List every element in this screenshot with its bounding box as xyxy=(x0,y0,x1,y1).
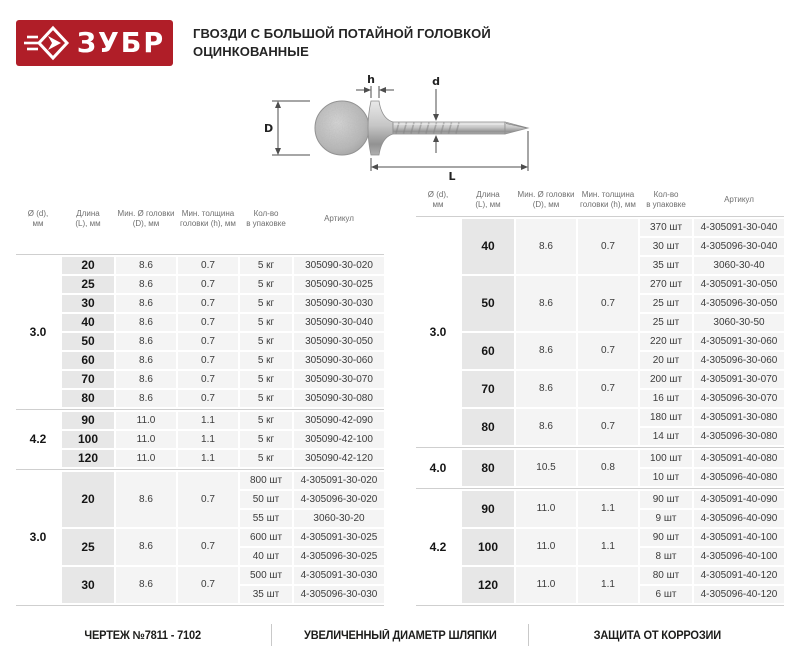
head-diameter-cell: 8.6 xyxy=(116,276,176,293)
head-thickness-cell: 0.7 xyxy=(578,333,638,369)
sku-cell: 4-305096-30-025 xyxy=(294,548,384,565)
head-diameter-cell: 8.6 xyxy=(116,333,176,350)
table-row xyxy=(16,257,384,274)
sku-cell: 305090-42-120 xyxy=(294,450,384,467)
table-row xyxy=(16,412,384,429)
dimension-d xyxy=(432,75,440,153)
spec-table-right xyxy=(414,186,786,608)
diameter-cell: 3.0 xyxy=(29,530,47,545)
table-row xyxy=(16,450,384,467)
sku-cell: 4-305091-30-040 xyxy=(694,219,784,236)
sku-cell: 4-305096-30-030 xyxy=(294,586,384,603)
table-row xyxy=(416,491,784,508)
sku-cell: 305090-30-070 xyxy=(294,371,384,388)
head-thickness-cell: 0.7 xyxy=(178,529,238,565)
sku-cell: 3060-30-40 xyxy=(694,257,784,274)
sku-cell: 4-305096-30-050 xyxy=(694,295,784,312)
column-header: Кол-во в упаковке xyxy=(246,209,286,229)
sku-cell: 305090-30-030 xyxy=(294,295,384,312)
sku-cell: 305090-30-060 xyxy=(294,352,384,369)
sku-cell: 4-305091-30-030 xyxy=(294,567,384,584)
head-thickness-cell: 0.7 xyxy=(178,314,238,331)
table-row xyxy=(416,371,784,388)
length-cell: 80 xyxy=(62,390,114,407)
separator-line xyxy=(16,469,384,470)
separator-line xyxy=(416,447,784,448)
table-row xyxy=(416,529,784,546)
sku-cell: 4-305091-30-060 xyxy=(694,333,784,350)
spec-table-left xyxy=(14,186,386,608)
head-diameter-cell: 8.6 xyxy=(516,409,576,445)
sku-cell: 3060-30-50 xyxy=(694,314,784,331)
sku-cell: 305090-30-020 xyxy=(294,257,384,274)
diameter-cell: 3.0 xyxy=(429,324,447,339)
table-row xyxy=(416,567,784,584)
table-row xyxy=(16,333,384,350)
head-thickness-cell: 0.7 xyxy=(578,371,638,407)
qty-cell: 8 шт xyxy=(640,548,692,565)
column-header: Кол-во в упаковке xyxy=(646,190,686,210)
length-cell: 40 xyxy=(62,314,114,331)
qty-cell: 25 шт xyxy=(640,314,692,331)
table-row xyxy=(16,390,384,407)
head-diameter-cell: 10.5 xyxy=(516,450,576,486)
nail-side-view xyxy=(368,101,528,155)
separator-line xyxy=(16,409,384,410)
qty-cell: 5 кг xyxy=(240,276,292,293)
column-header: Мин. толщина головки (h), мм xyxy=(580,190,636,210)
length-cell: 20 xyxy=(62,257,114,274)
length-cell: 30 xyxy=(62,295,114,312)
table-row xyxy=(16,529,384,546)
column-header: Длина (L), мм xyxy=(75,209,101,229)
table-row xyxy=(16,567,384,584)
length-cell: 25 xyxy=(62,276,114,293)
sku-cell: 4-305091-30-070 xyxy=(694,371,784,388)
head-diameter-cell: 11.0 xyxy=(116,450,176,467)
length-cell: 100 xyxy=(462,529,514,565)
head-diameter-cell: 11.0 xyxy=(516,529,576,565)
column-header: Ø (d), мм xyxy=(27,209,49,229)
head-thickness-cell: 1.1 xyxy=(178,431,238,448)
head-thickness-cell: 0.7 xyxy=(178,295,238,312)
table-row xyxy=(416,276,784,293)
diameter-cell: 4.2 xyxy=(29,432,47,447)
dimension-D xyxy=(264,101,310,155)
qty-cell: 220 шт xyxy=(640,333,692,350)
table-row xyxy=(416,333,784,350)
column-header: Ø (d), мм xyxy=(427,190,449,210)
sku-cell: 305090-30-040 xyxy=(294,314,384,331)
qty-cell: 5 кг xyxy=(240,352,292,369)
qty-cell: 20 шт xyxy=(640,352,692,369)
head-thickness-cell: 0.7 xyxy=(178,371,238,388)
head-diameter-cell: 8.6 xyxy=(116,314,176,331)
head-diameter-cell: 8.6 xyxy=(116,371,176,388)
head-diameter-cell: 11.0 xyxy=(116,412,176,429)
sku-cell: 305090-30-050 xyxy=(294,333,384,350)
sku-cell: 4-305091-40-120 xyxy=(694,567,784,584)
head-thickness-cell: 0.7 xyxy=(178,567,238,603)
head-diameter-cell: 8.6 xyxy=(116,352,176,369)
qty-cell: 55 шт xyxy=(240,510,292,527)
qty-cell: 10 шт xyxy=(640,469,692,486)
dim-label-h: h xyxy=(367,73,375,86)
head-thickness-cell: 1.1 xyxy=(578,491,638,527)
sku-cell: 4-305091-40-080 xyxy=(694,450,784,467)
head-thickness-cell: 0.7 xyxy=(178,472,238,527)
table-row xyxy=(16,431,384,448)
head-diameter-cell: 8.6 xyxy=(116,472,176,527)
sku-cell: 4-305091-30-025 xyxy=(294,529,384,546)
table-row xyxy=(16,371,384,388)
head-thickness-cell: 0.7 xyxy=(578,276,638,331)
head-thickness-cell: 1.1 xyxy=(578,529,638,565)
sku-cell: 305090-30-025 xyxy=(294,276,384,293)
zubr-logo xyxy=(16,20,173,66)
qty-cell: 600 шт xyxy=(240,529,292,546)
head-thickness-cell: 1.1 xyxy=(178,450,238,467)
length-cell: 90 xyxy=(462,491,514,527)
qty-cell: 5 кг xyxy=(240,450,292,467)
head-diameter-cell: 11.0 xyxy=(516,567,576,603)
footer-item-drawing-number: ЧЕРТЕЖ №7811 - 7102 xyxy=(84,629,201,642)
header-row xyxy=(416,188,784,214)
column-header: Мин. толщина головки (h), мм xyxy=(180,209,236,229)
length-cell: 60 xyxy=(462,333,514,369)
column-header: Длина (L), мм xyxy=(475,190,501,210)
qty-cell: 180 шт xyxy=(640,409,692,426)
sku-cell: 4-305091-40-090 xyxy=(694,491,784,508)
head-diameter-cell: 8.6 xyxy=(116,295,176,312)
zubr-arrow-icon xyxy=(24,25,70,61)
qty-cell: 35 шт xyxy=(640,257,692,274)
head-diameter-cell: 8.6 xyxy=(116,529,176,565)
head-thickness-cell: 0.7 xyxy=(578,409,638,445)
length-cell: 40 xyxy=(462,219,514,274)
length-cell: 80 xyxy=(462,450,514,486)
qty-cell: 100 шт xyxy=(640,450,692,467)
qty-cell: 25 шт xyxy=(640,295,692,312)
qty-cell: 16 шт xyxy=(640,390,692,407)
qty-cell: 40 шт xyxy=(240,548,292,565)
head-thickness-cell: 0.7 xyxy=(178,333,238,350)
footer-item-enlarged-head: УВЕЛИЧЕННЫЙ ДИАМЕТР ШЛЯПКИ xyxy=(271,624,529,646)
page-title xyxy=(193,20,491,61)
title-line-2: ОЦИНКОВАННЫЕ xyxy=(193,44,309,59)
qty-cell: 5 кг xyxy=(240,390,292,407)
qty-cell: 270 шт xyxy=(640,276,692,293)
qty-cell: 6 шт xyxy=(640,586,692,603)
length-cell: 25 xyxy=(62,529,114,565)
separator-line xyxy=(416,605,784,606)
column-header: Мин. Ø головки (D), мм xyxy=(117,209,175,229)
table-row xyxy=(16,276,384,293)
page-header xyxy=(0,0,800,66)
sku-cell: 4-305096-30-040 xyxy=(694,238,784,255)
separator-line xyxy=(16,254,384,255)
dim-label-d: d xyxy=(432,75,440,88)
sku-cell: 4-305096-40-090 xyxy=(694,510,784,527)
qty-cell: 50 шт xyxy=(240,491,292,508)
head-diameter-cell: 8.6 xyxy=(116,257,176,274)
footer xyxy=(14,624,786,646)
table-row xyxy=(16,472,384,489)
head-thickness-cell: 1.1 xyxy=(578,567,638,603)
qty-cell: 200 шт xyxy=(640,371,692,388)
sku-cell: 305090-30-080 xyxy=(294,390,384,407)
head-diameter-cell: 8.6 xyxy=(516,333,576,369)
sku-cell: 4-305091-40-100 xyxy=(694,529,784,546)
sku-cell: 305090-42-090 xyxy=(294,412,384,429)
head-diameter-cell: 11.0 xyxy=(516,491,576,527)
brand-name: ЗУБР xyxy=(76,27,166,59)
head-thickness-cell: 0.7 xyxy=(178,390,238,407)
footer-item-corrosion-protection: ЗАЩИТА ОТ КОРРОЗИИ xyxy=(528,624,786,646)
dim-label-L: L xyxy=(448,170,456,183)
qty-cell: 14 шт xyxy=(640,428,692,445)
sku-cell: 4-305096-30-060 xyxy=(694,352,784,369)
table-row xyxy=(416,219,784,236)
head-thickness-cell: 0.7 xyxy=(178,276,238,293)
column-header: Мин. Ø головки (D), мм xyxy=(517,190,575,210)
sku-cell: 4-305096-30-020 xyxy=(294,491,384,508)
dimension-L xyxy=(371,131,528,183)
length-cell: 50 xyxy=(62,333,114,350)
qty-cell: 5 кг xyxy=(240,295,292,312)
dim-label-D: D xyxy=(264,122,274,135)
sku-cell: 4-305096-40-080 xyxy=(694,469,784,486)
header-row xyxy=(16,188,384,252)
length-cell: 70 xyxy=(62,371,114,388)
qty-cell: 80 шт xyxy=(640,567,692,584)
sku-cell: 4-305091-30-020 xyxy=(294,472,384,489)
length-cell: 60 xyxy=(62,352,114,369)
sku-cell: 4-305091-30-050 xyxy=(694,276,784,293)
length-cell: 50 xyxy=(462,276,514,331)
qty-cell: 5 кг xyxy=(240,412,292,429)
head-diameter-cell: 8.6 xyxy=(516,219,576,274)
qty-cell: 9 шт xyxy=(640,510,692,527)
table-row xyxy=(16,314,384,331)
table-row xyxy=(416,450,784,467)
length-cell: 80 xyxy=(462,409,514,445)
sku-cell: 4-305096-40-100 xyxy=(694,548,784,565)
qty-cell: 90 шт xyxy=(640,491,692,508)
spec-tables xyxy=(0,186,800,608)
qty-cell: 5 кг xyxy=(240,371,292,388)
head-diameter-cell: 8.6 xyxy=(116,390,176,407)
column-header: Артикул xyxy=(724,195,754,205)
head-thickness-cell: 0.8 xyxy=(578,450,638,486)
head-diameter-cell: 8.6 xyxy=(516,371,576,407)
title-line-1: ГВОЗДИ С БОЛЬШОЙ ПОТАЙНОЙ ГОЛОВКОЙ xyxy=(193,26,491,41)
qty-cell: 500 шт xyxy=(240,567,292,584)
qty-cell: 800 шт xyxy=(240,472,292,489)
sku-cell: 4-305096-40-120 xyxy=(694,586,784,603)
length-cell: 90 xyxy=(62,412,114,429)
length-cell: 120 xyxy=(462,567,514,603)
head-thickness-cell: 0.7 xyxy=(178,257,238,274)
head-diameter-cell: 11.0 xyxy=(116,431,176,448)
diameter-cell: 3.0 xyxy=(29,324,47,339)
qty-cell: 30 шт xyxy=(640,238,692,255)
table-row xyxy=(16,295,384,312)
head-thickness-cell: 1.1 xyxy=(178,412,238,429)
separator-line xyxy=(416,488,784,489)
sku-cell: 3060-30-20 xyxy=(294,510,384,527)
qty-cell: 5 кг xyxy=(240,333,292,350)
dimension-h xyxy=(356,73,394,98)
qty-cell: 5 кг xyxy=(240,431,292,448)
nail-head-top-view xyxy=(315,101,369,155)
separator-line xyxy=(416,216,784,217)
head-thickness-cell: 0.7 xyxy=(578,219,638,274)
qty-cell: 90 шт xyxy=(640,529,692,546)
column-header: Артикул xyxy=(324,214,354,224)
length-cell: 120 xyxy=(62,450,114,467)
head-thickness-cell: 0.7 xyxy=(178,352,238,369)
length-cell: 20 xyxy=(62,472,114,527)
qty-cell: 5 кг xyxy=(240,257,292,274)
diameter-cell: 4.2 xyxy=(429,539,447,554)
head-diameter-cell: 8.6 xyxy=(116,567,176,603)
sku-cell: 4-305091-30-080 xyxy=(694,409,784,426)
length-cell: 70 xyxy=(462,371,514,407)
sku-cell: 4-305096-30-080 xyxy=(694,428,784,445)
qty-cell: 370 шт xyxy=(640,219,692,236)
table-row xyxy=(416,409,784,426)
head-diameter-cell: 8.6 xyxy=(516,276,576,331)
sku-cell: 4-305096-30-070 xyxy=(694,390,784,407)
nail-technical-drawing xyxy=(260,74,540,182)
diameter-cell: 4.0 xyxy=(429,460,447,475)
length-cell: 100 xyxy=(62,431,114,448)
qty-cell: 35 шт xyxy=(240,586,292,603)
table-row xyxy=(16,352,384,369)
qty-cell: 5 кг xyxy=(240,314,292,331)
sku-cell: 305090-42-100 xyxy=(294,431,384,448)
separator-line xyxy=(16,605,384,606)
length-cell: 30 xyxy=(62,567,114,603)
